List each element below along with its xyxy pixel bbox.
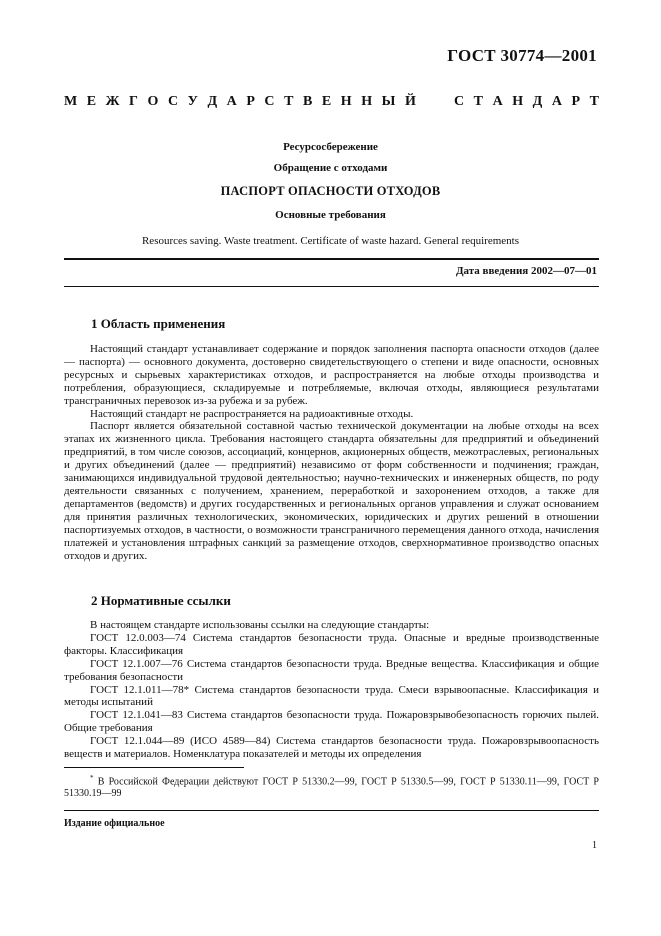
- letter: А: [551, 94, 562, 109]
- letter: Р: [246, 94, 255, 109]
- paragraph: Настоящий стандарт не распространяется на радиоактивные отходы.: [90, 407, 414, 420]
- date-of-introduction: Дата введения 2002—07—01: [455, 265, 597, 277]
- reference-item: ГОСТ 12.1.011—78* Система стандартов безопасности труда. Смеси взрывоопасные. Классификация и методы испытаний: [64, 683, 599, 709]
- letter: Д: [532, 94, 543, 109]
- letter: Р: [571, 94, 581, 109]
- section-2-heading: 2 Нормативные ссылки: [91, 593, 231, 608]
- subcategory-title: Обращение с отходами: [273, 162, 388, 174]
- header-rule: [64, 258, 599, 260]
- letter: У: [187, 94, 198, 109]
- letter: Т: [284, 94, 294, 109]
- paragraph: В настоящем стандарте использованы ссылки на следующие стандарты:: [90, 619, 430, 631]
- interstate-standard-heading: [64, 94, 599, 110]
- standard-word: [454, 94, 599, 110]
- letter: О: [147, 94, 159, 109]
- letter: С: [264, 94, 275, 109]
- reference-item: ГОСТ 12.0.003—74 Система стандартов безопасности труда. Опасные и вредные производственные факторы. Классификация: [64, 631, 599, 657]
- paragraph: Паспорт является обязательной составной частью технической документации на любые отходы на всех этапах их жизненного цикла. Требования настоящего стандарта обязательны для предприятий и объединений предприятий, в том числе союзов, ассоциаций, концернов, акционерных обществ, межотраслевых, региональных и других объединений (далее — предприятий) независимо от форм собственности и подчинения; граждан, занимающихся индивидуальной трудовой деятельностью; научно-технических и инженерных обществ, по роду деятельности связанных с получением, хранением, переработкой и захоронением отходов, а также для департаментов (ведомств) и других государственных и региональных органов управления и служат основанием для принятия различных технологических, экономических, юридических и других решений в отношении паспортизуемых отходов, в частности, о возможности трансграничного перемещения данного отхода, начисления платежей и установления штрафных санкций за размещение отходов, сверхнормативное производство опасных отходов и других.: [64, 420, 599, 562]
- reference-item: ГОСТ 12.1.041—83 Система стандартов безопасности труда. Пожаровзрывобезопасность горючих пылей. Общие требования: [64, 709, 599, 735]
- reference-item: ГОСТ 12.1.007—76 Система стандартов безопасности труда. Вредные вещества. Классификация и общие требования безопасности: [64, 657, 599, 683]
- letter: Ы: [381, 94, 396, 109]
- page-number: 1: [592, 840, 597, 851]
- letter: Й: [404, 94, 416, 109]
- letter: Г: [129, 94, 138, 109]
- letter: А: [492, 94, 503, 109]
- letter: Т: [473, 94, 484, 109]
- letter: М: [64, 94, 78, 109]
- edition-label: Издание официальное: [64, 818, 165, 829]
- section-1-heading: 1 Область применения: [91, 316, 226, 331]
- paragraph: Настоящий стандарт устанавливает содержание и порядок заполнения паспорта опасности отходов (далее — паспорта) — основного документа, достоверно свидетельствующего о степени и виде опасности, основных ресурсных и сырьевых характеристиках отходов, и распространяется на любые отходы производства и потребления, образующиеся, складируемые и потребляемые, включая отходы, являющиеся результатами трансграничных перевозок из-за рубежа и за рубеж.: [64, 343, 599, 407]
- footnote-text: В Российской Федерации действуют ГОСТ Р 51330.2—99, ГОСТ Р 51330.5—99, ГОСТ Р 51330.11—99, ГОСТ Р 51330.19—99: [64, 776, 599, 800]
- letter: С: [454, 94, 465, 109]
- letter: В: [302, 94, 313, 109]
- section-2-body: [64, 619, 599, 761]
- document-subtitle: Основные требования: [275, 209, 386, 221]
- interstate-word: [64, 94, 416, 110]
- reference-item: ГОСТ 12.1.044—89 (ИСО 4589—84) Система стандартов безопасности труда. Пожаровзрывоопасность веществ и материалов. Номенклатура показателей и методы их определения: [64, 735, 599, 761]
- letter: Н: [512, 94, 524, 109]
- letter: Н: [361, 94, 373, 109]
- letter: Д: [207, 94, 218, 109]
- footnote-rule: [64, 767, 244, 768]
- date-rule: [64, 286, 599, 287]
- letter: Т: [589, 94, 599, 109]
- document-title: ПАСПОРТ ОПАСНОСТИ ОТХОДОВ: [220, 184, 441, 198]
- category-title: Ресурсосбережение: [283, 141, 378, 153]
- english-title: Resources saving. Waste treatment. Certificate of waste hazard. General requirements: [141, 235, 520, 247]
- letter: Ж: [105, 94, 120, 109]
- letter: Е: [321, 94, 332, 109]
- letter: С: [167, 94, 179, 109]
- gost-code: ГОСТ 30774—2001: [447, 46, 597, 65]
- letter: Н: [340, 94, 352, 109]
- section-1-body: [64, 343, 599, 562]
- letter: Е: [86, 94, 97, 109]
- letter: А: [226, 94, 237, 109]
- footnote-marker: *: [90, 774, 94, 782]
- edition-rule: [64, 810, 599, 811]
- footnote: [64, 772, 599, 800]
